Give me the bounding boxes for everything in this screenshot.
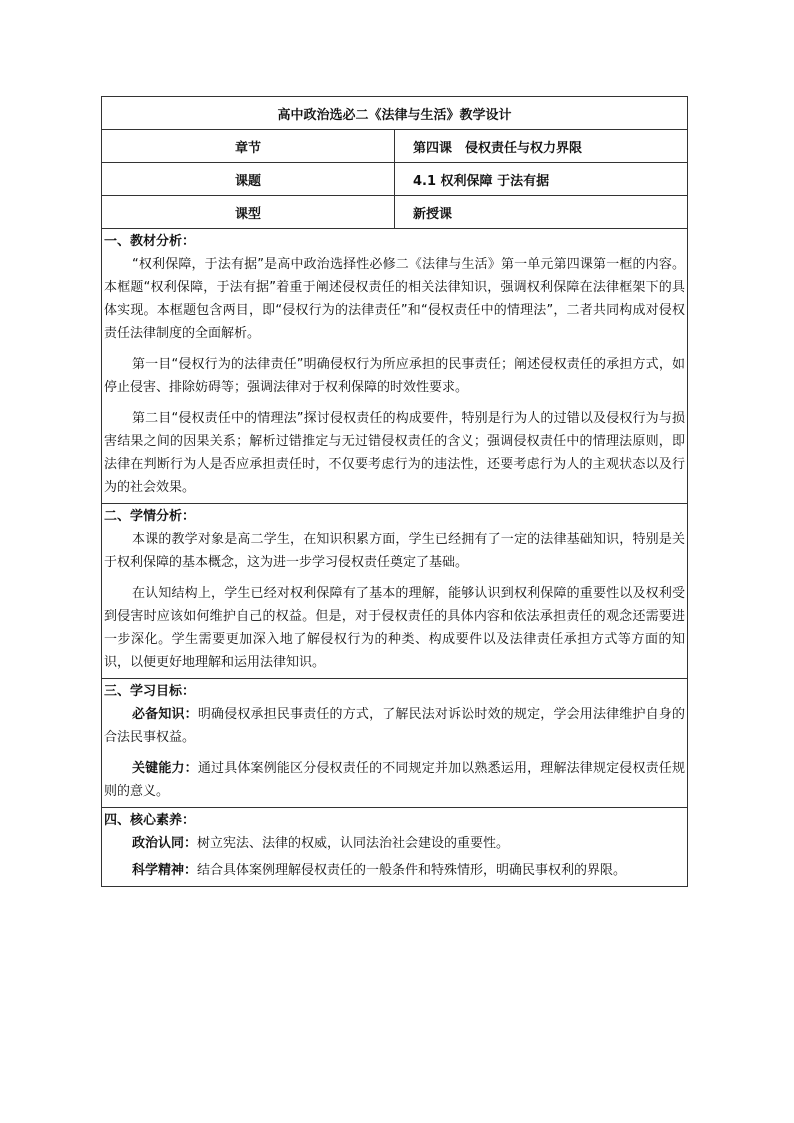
topic-label: 课题: [102, 163, 395, 196]
section-title: 四、核心素养：: [104, 813, 196, 828]
section-learning-objectives: [102, 679, 688, 808]
paragraph: “权利保障，于法有据”是高中政治选择性必修二《法律与生活》第一单元第四课第一框的内容。本框题“权利保障，于法有据”着重于阐述侵权责任的相关法律知识，强调权利保障在法律框架下的具体实现。本框题包含两目，即“侵权行为的法律责任”和“侵权责任中的情理法”，二者共同构成对侵权责任法律制度的全面解析。: [104, 257, 685, 341]
literacy-item: [104, 832, 685, 855]
section-title: 三、学习目标：: [104, 684, 196, 699]
section-student-analysis: [102, 504, 688, 679]
lesson-plan-page: [101, 96, 688, 887]
section-core-literacy: [102, 808, 688, 887]
lesson-type-value: 新授课: [395, 196, 688, 229]
objective-lead: 必备知识：: [132, 707, 198, 722]
lesson-type-label: 课型: [102, 196, 395, 229]
literacy-lead: 科学精神：: [132, 863, 198, 878]
literacy-item: [104, 859, 685, 882]
section-title: 一、教材分析：: [104, 234, 196, 249]
objective-item: [104, 703, 685, 749]
literacy-text: 结合具体案例理解侵权责任的一般条件和特殊情形，明确民事权利的界限。: [197, 863, 627, 878]
paragraph: 第一目“侵权行为的法律责任”明确侵权行为所应承担的民事责任；阐述侵权责任的承担方式，如停止侵害、排除妨碍等；强调法律对于权利保障的时效性要求。: [104, 357, 685, 395]
section-textbook-analysis: [102, 229, 688, 504]
paragraph: 第二目“侵权责任中的情理法”探讨侵权责任的构成要件，特别是行为人的过错以及侵权行为与损害结果之间的因果关系；解析过错推定与无过错侵权责任的含义；强调侵权责任中的情理法原则，即法律在判断行为人是否应承担责任时，不仅要考虑行为的违法性，还要考虑行为人的主观状态以及行为的社会效果。: [104, 411, 685, 495]
lesson-plan-table: [101, 96, 688, 887]
objective-text: 明确侵权承担民事责任的方式，了解民法对诉讼时效的规定，学会用法律维护自身的合法民事权益。: [104, 707, 685, 745]
objective-text: 通过具体案例能区分侵权责任的不同规定并加以熟悉运用，理解法律规定侵权责任规则的意义。: [104, 761, 685, 799]
chapter-label: 章节: [102, 130, 395, 163]
section-title: 二、学情分析：: [104, 509, 196, 524]
topic-value: 4.1 权利保障 于法有据: [395, 163, 688, 196]
objective-item: [104, 757, 685, 803]
literacy-lead: 政治认同：: [132, 836, 198, 851]
paragraph: 本课的教学对象是高二学生，在知识积累方面，学生已经拥有了一定的法律基础知识，特别是关于权利保障的基本概念，这为进一步学习侵权责任奠定了基础。: [104, 532, 685, 570]
literacy-text: 树立宪法、法律的权威，认同法治社会建设的重要性。: [197, 836, 510, 851]
chapter-value: 第四课 侵权责任与权力界限: [395, 130, 688, 163]
document-title: 高中政治选必二《法律与生活》教学设计: [102, 97, 688, 130]
paragraph: 在认知结构上，学生已经对权利保障有了基本的理解，能够认识到权利保障的重要性以及权利受到侵害时应该如何维护自己的权益。但是，对于侵权责任的具体内容和依法承担责任的观念还需要进一步深化。学生需要更加深入地了解侵权行为的种类、构成要件以及法律责任承担方式等方面的知识，以便更好地理解和运用法律知识。: [104, 586, 685, 670]
objective-lead: 关键能力：: [132, 761, 198, 776]
